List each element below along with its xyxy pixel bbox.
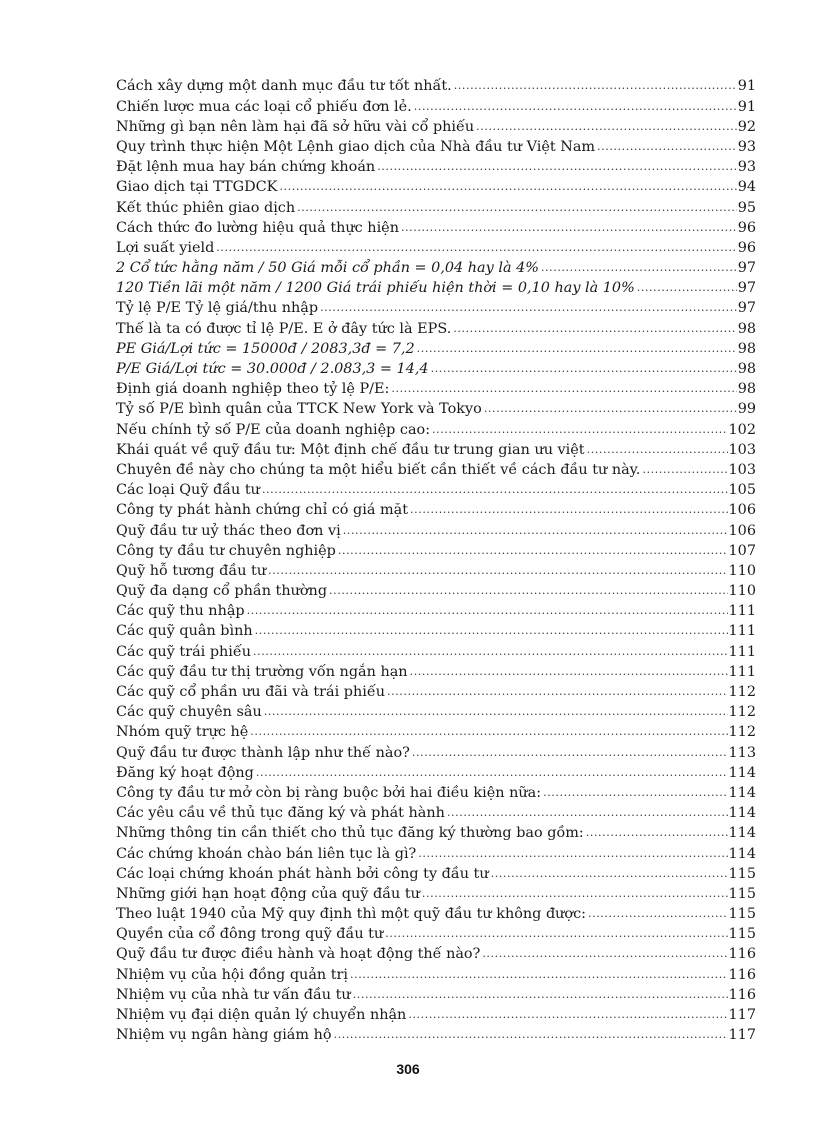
toc-entry[interactable] xyxy=(116,863,756,883)
toc-entry-title: Các loại Quỹ đầu tư xyxy=(116,482,260,499)
toc-entry-title: Lợi suất yield xyxy=(116,239,215,256)
toc-entry-title: Các yêu cầu về thủ tục đăng ký và phát hành xyxy=(116,805,445,822)
toc-entry-page-number: 110 xyxy=(728,562,756,579)
toc-entry-page-number: 111 xyxy=(728,643,756,660)
toc-entry-title: Giao dịch tại TTGDCK xyxy=(116,179,278,196)
toc-entry[interactable] xyxy=(116,480,756,500)
toc-entry-page-number: 117 xyxy=(728,1007,756,1024)
toc-entry-title: Những gì bạn nên làm hại đã sở hữu vài cổ phiếu xyxy=(116,118,475,135)
toc-dot-leader xyxy=(268,561,727,575)
toc-entry[interactable] xyxy=(116,964,756,984)
toc-entry[interactable] xyxy=(116,520,756,540)
toc-entry-page-number: 111 xyxy=(728,623,756,640)
toc-entry-title: Các quỹ thu nhập xyxy=(116,603,245,620)
toc-entry-title: Tỷ lệ P/E Tỷ lệ giá/thu nhập xyxy=(116,300,319,317)
toc-dot-leader xyxy=(391,379,736,393)
toc-entry[interactable] xyxy=(116,823,756,843)
toc-entry[interactable] xyxy=(116,1025,756,1045)
toc-entry[interactable] xyxy=(116,944,756,964)
toc-dot-leader xyxy=(410,500,728,514)
toc-dot-leader xyxy=(329,581,728,595)
toc-dot-leader xyxy=(264,702,728,716)
toc-entry-page-number: 102 xyxy=(728,421,756,438)
toc-entry-title: Nhiệm vụ ngân hàng giám hộ xyxy=(116,1027,332,1044)
toc-entry-title: Chuyên đề này cho chúng ta một hiểu biết cần thiết về cách đầu tư này. xyxy=(116,461,641,478)
toc-entry[interactable] xyxy=(116,137,756,157)
toc-entry[interactable] xyxy=(116,217,756,237)
toc-entry-title: 2 Cổ tức hằng năm / 50 Giá mỗi cổ phần = 0,04 hay là 4% xyxy=(116,260,539,277)
toc-dot-leader xyxy=(447,803,728,817)
toc-entry-title: Các quỹ trái phiếu xyxy=(116,643,252,660)
toc-entry[interactable] xyxy=(116,884,756,904)
toc-entry-page-number: 93 xyxy=(737,159,756,176)
toc-entry[interactable] xyxy=(116,742,756,762)
toc-entry[interactable] xyxy=(116,298,756,318)
toc-entry-title: Công ty phát hành chứng chỉ có giá mặt xyxy=(116,502,409,519)
toc-entry[interactable] xyxy=(116,1005,756,1025)
toc-entry-title: Kết thúc phiên giao dịch xyxy=(116,199,296,216)
toc-entry[interactable] xyxy=(116,76,756,96)
toc-entry-page-number: 114 xyxy=(728,805,756,822)
toc-entry-page-number: 98 xyxy=(737,320,756,337)
toc-entry-page-number: 117 xyxy=(728,1027,756,1044)
toc-entry-title: PE Giá/Lợi tức = 15000đ / 2083,3đ = 7,2 xyxy=(116,340,415,357)
toc-entry[interactable] xyxy=(116,581,756,601)
toc-entry-page-number: 115 xyxy=(728,926,756,943)
toc-dot-leader xyxy=(637,278,737,292)
toc-entry-title: Quyền của cổ đông trong quỹ đầu tư xyxy=(116,926,384,943)
toc-entry-title: Các quỹ đầu tư thị trường vốn ngắn hạn xyxy=(116,663,408,680)
toc-entry-title: Nhiệm vụ của hội đồng quản trị xyxy=(116,966,348,983)
toc-entry-page-number: 98 xyxy=(737,340,756,357)
toc-entry-page-number: 112 xyxy=(728,704,756,721)
toc-entry-page-number: 114 xyxy=(728,845,756,862)
toc-entry[interactable] xyxy=(116,500,756,520)
toc-entry-title: Các quỹ cổ phần ưu đãi và trái phiếu xyxy=(116,684,385,701)
toc-dot-leader xyxy=(587,439,728,453)
toc-entry-page-number: 98 xyxy=(737,381,756,398)
toc-entry[interactable] xyxy=(116,238,756,258)
toc-entry-page-number: 111 xyxy=(728,603,756,620)
toc-entry-title: P/E Giá/Lợi tức = 30.000đ / 2.083,3 = 14,4 xyxy=(116,361,429,378)
toc-dot-leader xyxy=(385,924,727,938)
toc-entry[interactable] xyxy=(116,338,756,358)
toc-dot-leader xyxy=(253,641,727,655)
toc-entry[interactable] xyxy=(116,379,756,399)
toc-dot-leader xyxy=(256,762,728,776)
toc-entry-title: Quỹ đầu tư uỷ thác theo đơn vị xyxy=(116,522,341,539)
toc-entry-page-number: 115 xyxy=(728,885,756,902)
toc-entry-page-number: 93 xyxy=(737,138,756,155)
toc-dot-leader xyxy=(454,76,737,90)
toc-entry-page-number: 96 xyxy=(737,219,756,236)
toc-entry[interactable] xyxy=(116,641,756,661)
toc-dot-leader xyxy=(297,197,737,211)
toc-entry-page-number: 106 xyxy=(728,522,756,539)
toc-entry-page-number: 115 xyxy=(728,906,756,923)
toc-dot-leader xyxy=(432,419,727,433)
toc-dot-leader xyxy=(541,258,737,272)
toc-entry[interactable] xyxy=(116,984,756,1004)
toc-entry[interactable] xyxy=(116,540,756,560)
toc-entry-page-number: 97 xyxy=(737,300,756,317)
toc-dot-leader xyxy=(431,359,737,373)
toc-entry-page-number: 110 xyxy=(728,583,756,600)
toc-entry[interactable] xyxy=(116,702,756,722)
toc-entry-title: Công ty đầu tư mở còn bị ràng buộc bởi hai điều kiện nữa: xyxy=(116,784,542,801)
toc-dot-leader xyxy=(410,661,728,675)
toc-entry-title: Tỷ số P/E bình quân của TTCK New York và Tokyo xyxy=(116,401,482,418)
toc-dot-leader xyxy=(408,1005,727,1019)
toc-entry-page-number: 107 xyxy=(728,542,756,559)
toc-entry-title: Các quỹ quân bình xyxy=(116,623,253,640)
toc-entry[interactable] xyxy=(116,419,756,439)
toc-entry-page-number: 111 xyxy=(728,663,756,680)
toc-dot-leader xyxy=(417,338,737,352)
toc-entry-title: Những giới hạn hoạt động của quỹ đầu tư xyxy=(116,885,420,902)
toc-entry[interactable] xyxy=(116,278,756,298)
toc-entry-page-number: 95 xyxy=(737,199,756,216)
toc-dot-leader xyxy=(279,177,736,191)
toc-entry-title: Đăng ký hoạt động xyxy=(116,764,254,781)
toc-dot-leader xyxy=(320,298,737,312)
toc-entry-page-number: 103 xyxy=(728,441,756,458)
toc-entry[interactable] xyxy=(116,783,756,803)
toc-dot-leader xyxy=(414,96,737,110)
toc-entry-page-number: 116 xyxy=(728,986,756,1003)
toc-entry[interactable] xyxy=(116,177,756,197)
toc-entry-page-number: 112 xyxy=(728,724,756,741)
toc-entry[interactable] xyxy=(116,258,756,278)
toc-dot-leader xyxy=(597,137,737,151)
toc-entry-title: Đặt lệnh mua hay bán chứng khoán xyxy=(116,159,376,176)
toc-entry-title: Quỹ đầu tư được thành lập như thế nào? xyxy=(116,744,410,761)
toc-entry-title: Nếu chính tỷ số P/E của doanh nghiệp cao: xyxy=(116,421,431,438)
toc-dot-leader xyxy=(412,742,728,756)
toc-dot-leader xyxy=(418,843,727,857)
toc-entry[interactable] xyxy=(116,924,756,944)
toc-entry-page-number: 115 xyxy=(728,865,756,882)
toc-dot-leader xyxy=(216,238,736,252)
toc-entry-title: Quỹ đa dạng cổ phần thường xyxy=(116,583,328,600)
toc-entry-page-number: 103 xyxy=(728,461,756,478)
toc-entry[interactable] xyxy=(116,803,756,823)
toc-entry-page-number: 92 xyxy=(737,118,756,135)
toc-entry[interactable] xyxy=(116,399,756,419)
toc-entry-page-number: 105 xyxy=(728,482,756,499)
toc-entry-title: Các quỹ chuyên sâu xyxy=(116,704,262,721)
toc-entry-title: Cách xây dựng một danh mục đầu tư tốt nhất. xyxy=(116,78,452,95)
toc-dot-leader xyxy=(642,460,727,474)
toc-entry[interactable] xyxy=(116,96,756,116)
toc-entry-page-number: 114 xyxy=(728,825,756,842)
toc-entry[interactable] xyxy=(116,682,756,702)
toc-entry-page-number: 94 xyxy=(737,179,756,196)
toc-entry-page-number: 106 xyxy=(728,502,756,519)
toc-dot-leader xyxy=(491,863,728,877)
toc-entry-title: Những thông tin cần thiết cho thủ tục đăng ký thường bao gồm: xyxy=(116,825,584,842)
toc-entry-title: Các chứng khoán chào bán liên tục là gì? xyxy=(116,845,417,862)
toc-entry-page-number: 116 xyxy=(728,946,756,963)
toc-entry-page-number: 113 xyxy=(728,744,756,761)
toc-dot-leader xyxy=(338,540,728,554)
toc-entry-page-number: 97 xyxy=(737,260,756,277)
toc-entry-title: Thế là ta có được tỉ lệ P/E. E ở đây tức là EPS. xyxy=(116,320,452,337)
table-of-contents xyxy=(116,76,756,1045)
toc-dot-leader xyxy=(401,217,737,231)
toc-entry-page-number: 98 xyxy=(737,361,756,378)
toc-entry-title: Quy trình thực hiện Một Lệnh giao dịch của Nhà đầu tư Việt Nam xyxy=(116,138,596,155)
toc-dot-leader xyxy=(586,823,728,837)
toc-entry-title: Khái quát về quỹ đầu tư: Một định chế đầu tư trung gian ưu việt xyxy=(116,441,585,458)
toc-dot-leader xyxy=(482,944,727,958)
toc-dot-leader xyxy=(588,904,728,918)
toc-dot-leader xyxy=(387,682,728,696)
toc-dot-leader xyxy=(484,399,737,413)
toc-dot-leader xyxy=(543,783,727,797)
toc-entry-page-number: 91 xyxy=(737,78,756,95)
toc-entry-title: Cách thức đo lường hiệu quả thực hiện xyxy=(116,219,399,236)
toc-dot-leader xyxy=(262,480,728,494)
toc-entry-title: Nhiệm vụ đại diện quản lý chuyển nhận xyxy=(116,1007,407,1024)
toc-dot-leader xyxy=(250,722,727,736)
toc-entry[interactable] xyxy=(116,601,756,621)
toc-entry-title: Quỹ hỗ tương đầu tư xyxy=(116,562,267,579)
toc-entry-title: Quỹ đầu tư được điều hành và hoạt động thế nào? xyxy=(116,946,481,963)
toc-entry-page-number: 114 xyxy=(728,784,756,801)
toc-dot-leader xyxy=(343,520,728,534)
toc-dot-leader xyxy=(422,884,728,898)
toc-entry-page-number: 112 xyxy=(728,684,756,701)
toc-entry[interactable] xyxy=(116,157,756,177)
toc-dot-leader xyxy=(350,964,728,978)
toc-dot-leader xyxy=(353,984,728,998)
toc-entry[interactable] xyxy=(116,561,756,581)
toc-dot-leader xyxy=(476,116,737,130)
toc-entry[interactable] xyxy=(116,843,756,863)
toc-entry[interactable] xyxy=(116,359,756,379)
toc-entry-title: Định giá doanh nghiệp theo tỷ lệ P/E: xyxy=(116,381,390,398)
toc-entry[interactable] xyxy=(116,116,756,136)
toc-entry-page-number: 99 xyxy=(737,401,756,418)
toc-entry-page-number: 96 xyxy=(737,239,756,256)
toc-entry-page-number: 91 xyxy=(737,98,756,115)
toc-dot-leader xyxy=(453,318,736,332)
toc-entry-title: Các loại chứng khoán phát hành bởi công ty đầu tư xyxy=(116,865,489,882)
toc-entry[interactable] xyxy=(116,460,756,480)
toc-dot-leader xyxy=(377,157,737,171)
toc-entry-page-number: 114 xyxy=(728,764,756,781)
toc-dot-leader xyxy=(334,1025,728,1039)
toc-entry[interactable] xyxy=(116,762,756,782)
toc-entry[interactable] xyxy=(116,621,756,641)
toc-dot-leader xyxy=(247,601,728,615)
toc-entry-page-number: 97 xyxy=(737,280,756,297)
toc-entry-page-number: 116 xyxy=(728,966,756,983)
toc-entry[interactable] xyxy=(116,318,756,338)
toc-entry[interactable] xyxy=(116,904,756,924)
toc-entry-title: Theo luật 1940 của Mỹ quy định thì một quỹ đầu tư không được: xyxy=(116,906,586,923)
toc-entry[interactable] xyxy=(116,439,756,459)
toc-entry-title: Nhóm quỹ trực hệ xyxy=(116,724,249,741)
toc-entry-title: Nhiệm vụ của nhà tư vấn đầu tư xyxy=(116,986,351,1003)
toc-entry[interactable] xyxy=(116,661,756,681)
toc-entry[interactable] xyxy=(116,197,756,217)
toc-entry-title: Chiến lược mua các loại cổ phiếu đơn lẻ. xyxy=(116,98,412,115)
toc-entry[interactable] xyxy=(116,722,756,742)
toc-entry-title: Công ty đầu tư chuyên nghiệp xyxy=(116,542,336,559)
toc-entry-title: 120 Tiền lãi một năm / 1200 Giá trái phiếu hiện thời = 0,10 hay là 10% xyxy=(116,280,635,297)
toc-dot-leader xyxy=(255,621,728,635)
page-number: 306 xyxy=(396,1061,420,1077)
